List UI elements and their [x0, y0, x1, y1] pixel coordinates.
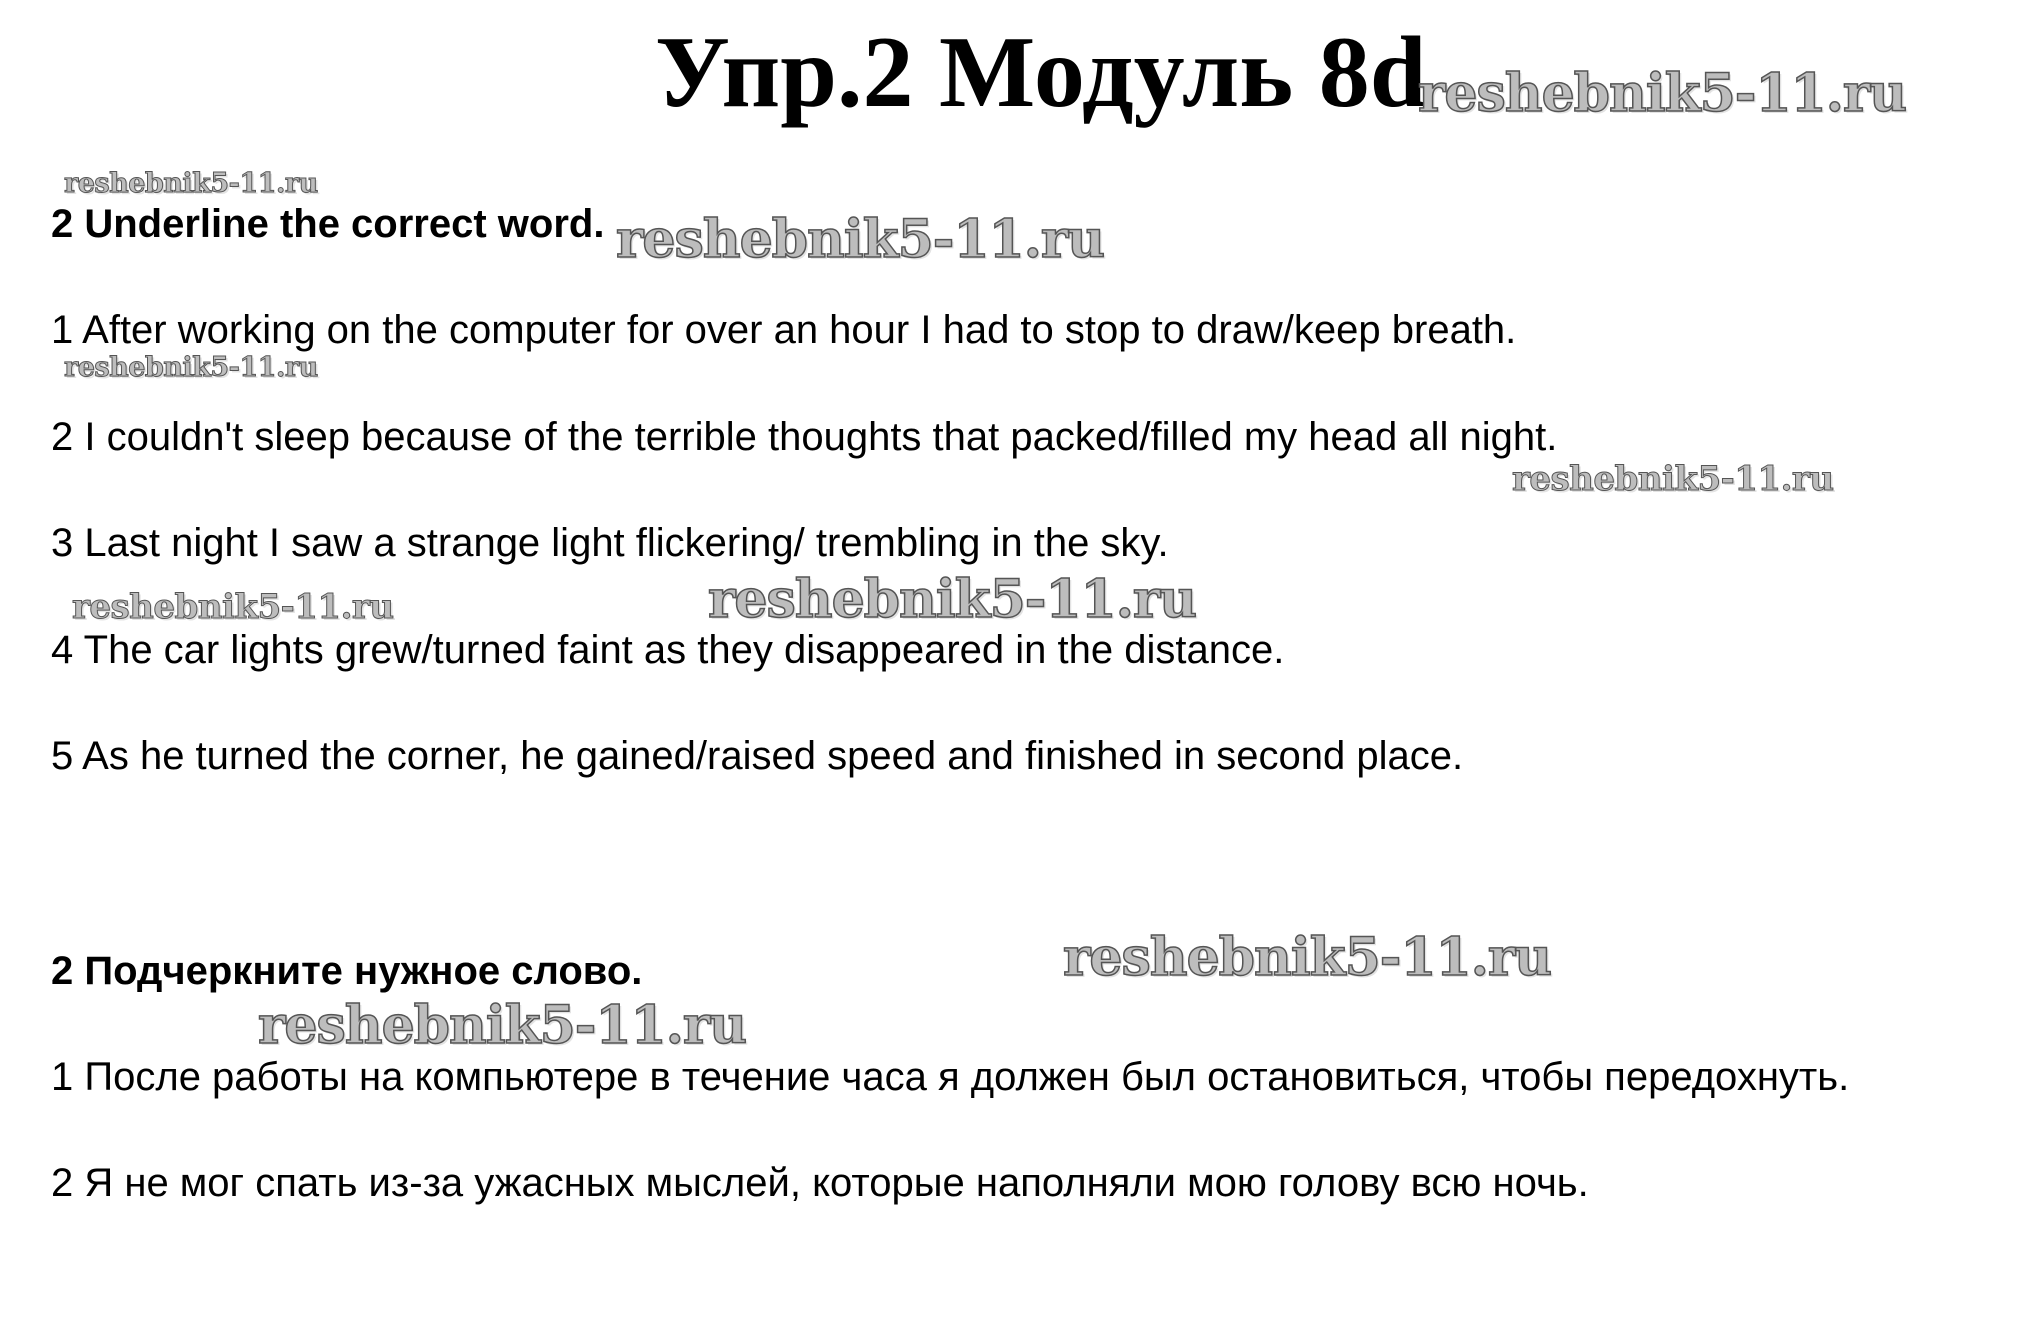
english-sentence-3: 3 Last night I saw a strange light flickering/ trembling in the sky. [51, 521, 1169, 565]
english-sentence-2: 2 I couldn't sleep because of the terrible thoughts that packed/filled my head all night. [51, 415, 1558, 459]
russian-sentence-2: 2 Я не мог спать из-за ужасных мыслей, которые наполняли мою голову всю ночь. [51, 1161, 1589, 1205]
english-sentence-5: 5 As he turned the corner, he gained/raised speed and finished in second place. [51, 734, 1464, 778]
watermark: reshebnik5-11.ru [1418, 63, 1907, 124]
watermark: reshebnik5-11.ru [64, 352, 318, 383]
page-title: Упр.2 Модуль 8d [655, 16, 1427, 129]
watermark: reshebnik5-11.ru [616, 209, 1105, 270]
watermark: reshebnik5-11.ru [1063, 927, 1552, 988]
english-sentence-1: 1 After working on the computer for over an hour I had to stop to draw/keep breath. [51, 308, 1517, 352]
watermark: reshebnik5-11.ru [258, 995, 747, 1056]
russian-task-heading: 2 Подчеркните нужное слово. [51, 949, 643, 993]
russian-sentence-1: 1 После работы на компьютере в течение часа я должен был остановиться, чтобы передохнуть. [51, 1055, 1850, 1099]
watermark: reshebnik5-11.ru [64, 168, 318, 199]
watermark: reshebnik5-11.ru [708, 569, 1197, 630]
english-task-heading: 2 Underline the correct word. [51, 202, 605, 246]
watermark: reshebnik5-11.ru [1512, 459, 1834, 499]
watermark: reshebnik5-11.ru [72, 587, 394, 627]
english-sentence-4: 4 The car lights grew/turned faint as they disappeared in the distance. [51, 628, 1285, 672]
